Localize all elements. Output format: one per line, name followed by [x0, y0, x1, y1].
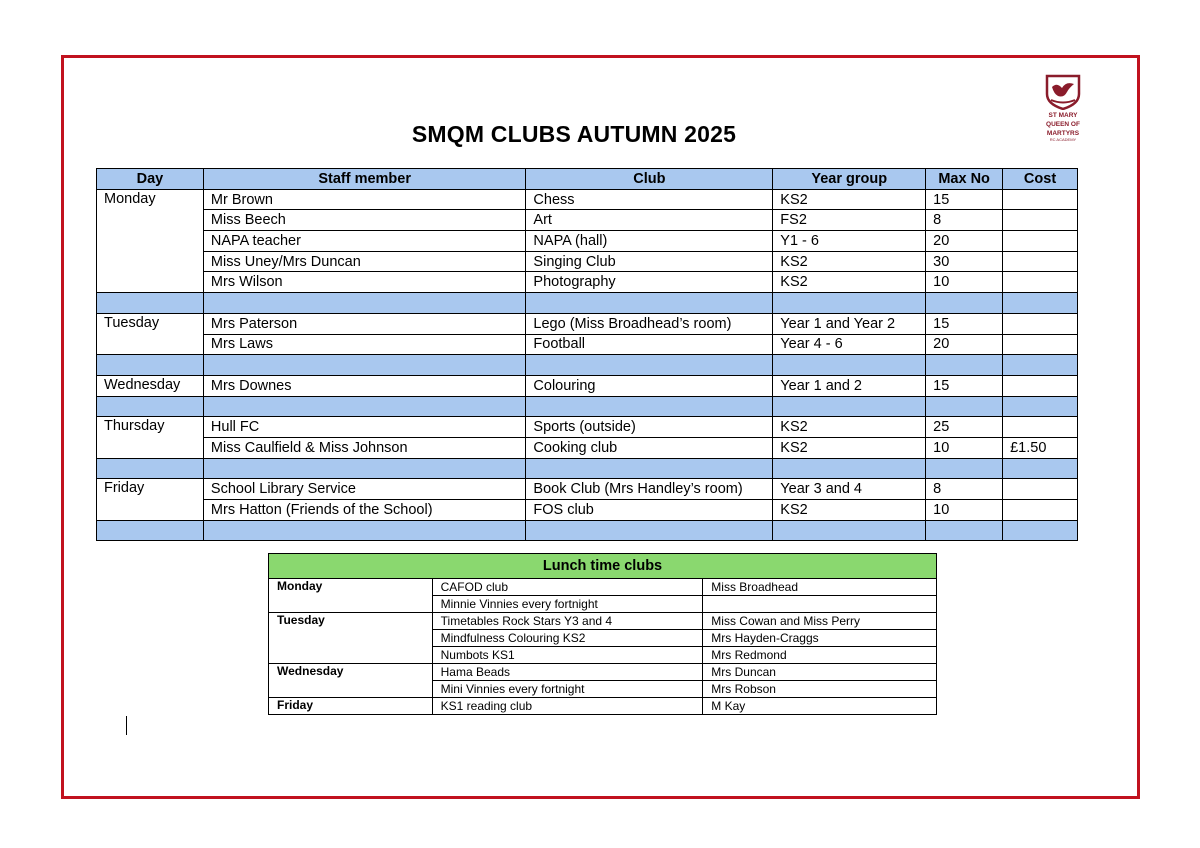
club-cell: CAFOD club — [432, 579, 703, 596]
table-row — [97, 272, 1078, 293]
cost-cell — [1003, 417, 1078, 438]
table-row — [97, 313, 1078, 334]
staff-cell: Hull FC — [203, 417, 526, 438]
club-cell: Cooking club — [526, 437, 773, 458]
max-cell: 15 — [926, 375, 1003, 396]
lunch-title: Lunch time clubs — [269, 554, 937, 579]
cost-cell — [1003, 479, 1078, 500]
logo-line-2: QUEEN OF — [1046, 121, 1080, 128]
cost-cell — [1003, 313, 1078, 334]
club-cell: Book Club (Mrs Handley’s room) — [526, 479, 773, 500]
day-cell: Monday — [269, 579, 433, 613]
day-cell: Wednesday — [269, 664, 433, 698]
club-cell: Mindfulness Colouring KS2 — [432, 630, 703, 647]
day-cell: Monday — [97, 189, 204, 292]
staff-cell: Mrs Robson — [703, 681, 937, 698]
staff-cell: Mrs Hatton (Friends of the School) — [203, 500, 526, 521]
logo-line-1: ST MARY — [1048, 112, 1078, 119]
cost-cell — [1003, 251, 1078, 272]
clubs-header-row — [97, 169, 1078, 190]
staff-cell: Miss Caulfield & Miss Johnson — [203, 437, 526, 458]
club-cell: Minnie Vinnies every fortnight — [432, 596, 703, 613]
table-row — [97, 479, 1078, 500]
club-cell: Chess — [526, 189, 773, 210]
table-row — [97, 417, 1078, 438]
header-staff: Staff member — [203, 169, 526, 190]
dove-crest-icon — [1043, 74, 1083, 110]
staff-cell: Mrs Laws — [203, 334, 526, 355]
cost-cell — [1003, 231, 1078, 252]
max-cell: 25 — [926, 417, 1003, 438]
header-cost: Cost — [1003, 169, 1078, 190]
staff-cell — [703, 596, 937, 613]
table-row — [269, 664, 937, 681]
max-cell: 10 — [926, 272, 1003, 293]
year-cell: KS2 — [773, 189, 926, 210]
max-cell: 15 — [926, 189, 1003, 210]
separator-row — [97, 355, 1078, 376]
max-cell: 10 — [926, 437, 1003, 458]
staff-cell: Mrs Wilson — [203, 272, 526, 293]
club-cell: Art — [526, 210, 773, 231]
club-cell: Singing Club — [526, 251, 773, 272]
staff-cell: M Kay — [703, 698, 937, 715]
staff-cell: Miss Uney/Mrs Duncan — [203, 251, 526, 272]
year-cell: FS2 — [773, 210, 926, 231]
club-cell: Hama Beads — [432, 664, 703, 681]
club-cell: Timetables Rock Stars Y3 and 4 — [432, 613, 703, 630]
day-cell: Friday — [269, 698, 433, 715]
cost-cell — [1003, 210, 1078, 231]
club-cell: Photography — [526, 272, 773, 293]
club-cell: NAPA (hall) — [526, 231, 773, 252]
header-club: Club — [526, 169, 773, 190]
year-cell: KS2 — [773, 251, 926, 272]
staff-cell: Mr Brown — [203, 189, 526, 210]
max-cell: 20 — [926, 231, 1003, 252]
max-cell: 8 — [926, 479, 1003, 500]
header-max-no: Max No — [926, 169, 1003, 190]
cost-cell — [1003, 334, 1078, 355]
table-row — [97, 437, 1078, 458]
separator-row — [97, 520, 1078, 541]
staff-cell: Miss Cowan and Miss Perry — [703, 613, 937, 630]
table-row — [269, 613, 937, 630]
max-cell: 15 — [926, 313, 1003, 334]
table-row — [97, 375, 1078, 396]
table-row — [97, 251, 1078, 272]
club-cell: Colouring — [526, 375, 773, 396]
max-cell: 10 — [926, 500, 1003, 521]
club-cell: Sports (outside) — [526, 417, 773, 438]
clubs-table — [96, 168, 1078, 541]
year-cell: Y1 - 6 — [773, 231, 926, 252]
club-cell: Mini Vinnies every fortnight — [432, 681, 703, 698]
day-cell: Tuesday — [269, 613, 433, 664]
table-row — [97, 189, 1078, 210]
year-cell: KS2 — [773, 272, 926, 293]
club-cell: KS1 reading club — [432, 698, 703, 715]
lunch-clubs-table — [268, 553, 937, 715]
year-cell: KS2 — [773, 500, 926, 521]
staff-cell: Mrs Duncan — [703, 664, 937, 681]
staff-cell: NAPA teacher — [203, 231, 526, 252]
staff-cell: Mrs Hayden-Craggs — [703, 630, 937, 647]
header-day: Day — [97, 169, 204, 190]
table-row — [97, 231, 1078, 252]
year-cell: Year 3 and 4 — [773, 479, 926, 500]
staff-cell: Mrs Redmond — [703, 647, 937, 664]
text-cursor — [126, 716, 127, 735]
staff-cell: Miss Broadhead — [703, 579, 937, 596]
year-cell: KS2 — [773, 437, 926, 458]
table-row — [97, 210, 1078, 231]
year-cell: Year 1 and Year 2 — [773, 313, 926, 334]
table-row — [269, 698, 937, 715]
club-cell: Lego (Miss Broadhead’s room) — [526, 313, 773, 334]
max-cell: 20 — [926, 334, 1003, 355]
table-row — [269, 579, 937, 596]
logo-line-3: MARTYRS — [1046, 130, 1080, 137]
cost-cell — [1003, 375, 1078, 396]
day-cell: Friday — [97, 479, 204, 520]
cost-cell — [1003, 500, 1078, 521]
separator-row — [97, 458, 1078, 479]
year-cell: Year 4 - 6 — [773, 334, 926, 355]
separator-row — [97, 396, 1078, 417]
cost-cell: £1.50 — [1003, 437, 1078, 458]
club-cell: Football — [526, 334, 773, 355]
day-cell: Wednesday — [97, 375, 204, 396]
day-cell: Thursday — [97, 417, 204, 458]
club-cell: Numbots KS1 — [432, 647, 703, 664]
page-title: SMQM CLUBS AUTUMN 2025 — [411, 121, 737, 147]
staff-cell: Mrs Paterson — [203, 313, 526, 334]
staff-cell: Mrs Downes — [203, 375, 526, 396]
table-row — [97, 500, 1078, 521]
max-cell: 30 — [926, 251, 1003, 272]
header-year-group: Year group — [773, 169, 926, 190]
max-cell: 8 — [926, 210, 1003, 231]
cost-cell — [1003, 272, 1078, 293]
year-cell: KS2 — [773, 417, 926, 438]
separator-row — [97, 293, 1078, 314]
cost-cell — [1003, 189, 1078, 210]
staff-cell: School Library Service — [203, 479, 526, 500]
logo-subtitle: RC ACADEMY — [1049, 137, 1077, 142]
table-row — [97, 334, 1078, 355]
club-cell: FOS club — [526, 500, 773, 521]
year-cell: Year 1 and 2 — [773, 375, 926, 396]
staff-cell: Miss Beech — [203, 210, 526, 231]
day-cell: Tuesday — [97, 313, 204, 354]
lunch-header-row — [269, 554, 937, 579]
